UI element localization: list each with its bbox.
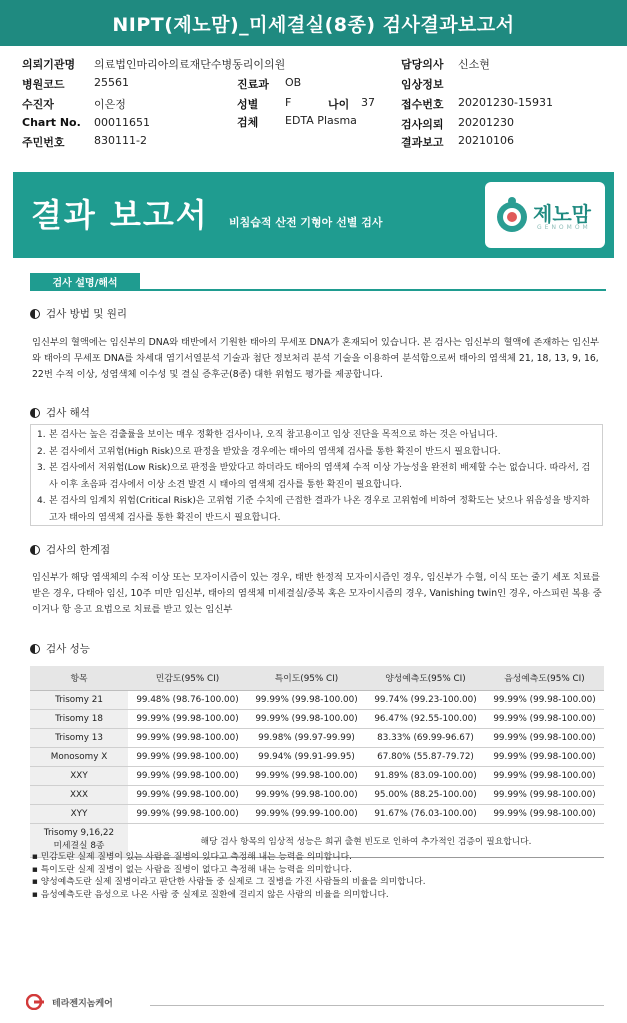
col-header: 민감도(95% CI) [128,666,247,690]
table-cell: 99.48% (98.76-100.00) [128,690,247,709]
table-cell: 99.99% (99.98-100.00) [128,709,247,728]
table-cell: 99.99% (99.98-100.00) [247,690,366,709]
performance-heading [30,641,90,656]
performance-heading-text: 검사 성능 [46,643,90,655]
chart-label: Chart No. [22,116,81,129]
table-cell: 99.99% (99.98-100.00) [485,728,604,747]
table-row [30,709,604,728]
list-item [37,460,596,493]
table-row [30,690,604,709]
definition-notes [32,851,426,901]
table-cell: 99.99% (99.98-100.00) [485,690,604,709]
table-cell: 99.99% (99.98-100.00) [485,785,604,804]
resident-value: 830111-2 [94,134,147,147]
institution-label: 의뢰기관명 [22,58,76,71]
list-item [37,493,596,526]
interpretation-heading-text: 검사 해석 [46,407,90,419]
half-circle-icon [30,545,40,555]
table-cell: 99.99% (99.98-100.00) [128,804,247,823]
row-name: Trisomy 21 [30,690,128,709]
institution-value: 의료법인마리아의료재단수병동리이의원 [94,58,286,71]
dept-value: OB [285,76,302,89]
age-label: 나이 [328,98,350,111]
recipient-value: 이은정 [94,98,126,111]
dept-label: 진료과 [237,78,269,91]
genomom-logo [485,182,605,248]
receipt-value: 20201230-15931 [458,96,553,109]
table-cell: 91.67% (76.03-100.00) [366,804,485,823]
table-row [30,785,604,804]
item-number: 3. [37,463,46,473]
sex-label: 성별 [237,98,259,111]
table-cell: 83.33% (69.99-96.67) [366,728,485,747]
note-item: ▪ 양성예측도란 실제 질병이라고 판단한 사람들 중 실제로 그 질병을 가진 사람들의 비율을 의미합니다. [32,877,426,887]
receipt-label: 접수번호 [401,98,444,111]
table-cell: 99.99% (99.98-100.00) [247,766,366,785]
half-circle-icon [30,408,40,418]
table-cell: 95.00% (88.25-100.00) [366,785,485,804]
limits-heading-text: 검사의 한계점 [46,544,111,556]
item-text: 본 검사는 높은 검출률을 보이는 매우 정확한 검사이나, 오직 참고용이고 임상 진단을 목적으로 하는 것은 아닙니다. [49,430,498,440]
col-header: 항목 [30,666,128,690]
table-cell: 91.89% (83.09-100.00) [366,766,485,785]
table-row [30,747,604,766]
report-title: NIPT(제노맘)_미세결실(8종) 검사결과보고서 [0,0,627,46]
theragen-logo-icon [26,994,48,1010]
table-cell: 99.99% (99.98-100.00) [485,804,604,823]
item-text: 본 검사에서 저위험(Low Risk)으로 판정을 받았다고 하더라도 태아의 염색체 수적 이상 가능성을 완전히 배제할 수는 없습니다. 따라서, 검사 이후 초음파 검사에서 이상 소견 발견 시 태아의 염색체 검사를 통한 확진이 필요합니다. [49,463,591,490]
result-banner [13,172,614,258]
list-item [37,427,596,444]
specimen-value: EDTA Plasma [285,114,357,127]
request-value: 20201230 [458,116,514,129]
table-cell: 99.99% (99.98-100.00) [128,747,247,766]
patient-info [0,52,627,152]
section-tab: 검사 설명/해석 [30,273,140,289]
table-cell: 99.94% (99.91-99.95) [247,747,366,766]
table-cell: 99.99% (99.98-100.00) [485,709,604,728]
banner-heading: 결과 보고서 [31,196,209,234]
method-heading-text: 검사 방법 및 원리 [46,308,128,320]
table-row [30,728,604,747]
item-number: 2. [37,446,46,457]
method-heading [30,306,127,321]
note-item: ▪ 민감도란 실제 질병이 있는 사람을 질병이 있다고 측정해 내는 능력을 의미합니다. [32,852,352,862]
list-item [37,444,596,461]
row-name: XYY [30,804,128,823]
item-number: 4. [37,496,46,506]
table-cell: 99.99% (99.98-100.00) [247,785,366,804]
table-cell: 96.47% (92.55-100.00) [366,709,485,728]
table-cell: 67.80% (55.87-79.72) [366,747,485,766]
table-cell: 99.99% (99.99-100.00) [247,804,366,823]
logo-subtext: GENOMOM [537,224,591,231]
footer-brand [26,994,113,1010]
table-cell: 99.99% (99.98-100.00) [485,766,604,785]
half-circle-icon [30,644,40,654]
row-name: XXX [30,785,128,804]
note-item: ▪ 특이도란 실제 질병이 없는 사람을 질병이 없다고 측정해 내는 능력을 의미합니다. [32,864,352,875]
table-row [30,766,604,785]
banner-subheading: 비침습적 산전 기형아 선별 검사 [229,216,383,229]
specimen-label: 검체 [237,116,259,129]
table-cell: 99.99% (99.98-100.00) [128,785,247,804]
row-name: Monosomy X [30,747,128,766]
table-cell: 99.74% (99.23-100.00) [366,690,485,709]
chart-value: 00011651 [94,116,150,129]
half-circle-icon [30,309,40,319]
table-cell: 99.99% (99.98-100.00) [485,747,604,766]
interpretation-box [30,424,603,526]
recipient-label: 수진자 [22,98,54,111]
section-divider [30,289,606,291]
row-name-line: 미세결실 8종 [53,841,105,851]
limits-text: 임신부가 해당 염색체의 수적 이상 또는 모자이시즘이 있는 경우, 태반 한정적 모자이시즘인 경우, 임신부가 수혈, 이식 또는 줄기 세포 치료를 받은 경우, 다태아 임신, 10주 미만 임신부, 태아의 염색체 미세결실/중복 혹은 모자이시즘의 경우, Vanishing twin인 경우, 아스피린 복용 중이거나 항 응고 요법으로 치료를 받고 있는 임신부 [32,572,602,615]
table-note-cell: 해당 검사 항목의 임상적 성능은 희귀 출현 빈도로 인하여 추가적인 검증이 필요합니다. [128,823,604,857]
table-header-row [30,666,604,690]
doctor-label: 담당의사 [401,58,444,71]
footer-divider [150,1005,604,1006]
hospital-code-value: 25561 [94,76,129,89]
row-name: Trisomy 18 [30,709,128,728]
request-label: 검사의뢰 [401,118,444,131]
doctor-value: 신소현 [458,58,490,71]
row-name-line: Trisomy 9,16,22 [43,828,115,838]
resident-label: 주민번호 [22,136,65,149]
hospital-code-label: 병원코드 [22,78,65,91]
logo-text: 제노맘 [533,202,591,226]
genomom-logo-icon [495,196,529,234]
table-cell: 99.99% (99.98-100.00) [128,728,247,747]
table-cell: 99.99% (99.98-100.00) [247,709,366,728]
performance-table [30,666,604,858]
col-header: 특이도(95% CI) [247,666,366,690]
table-cell: 99.98% (99.97-99.99) [247,728,366,747]
item-text: 본 검사의 임계치 위험(Critical Risk)은 고위험 기준 수치에 근접한 결과가 나온 경우로 고위험에 비하여 정확도는 낮으나 위음성을 방지하고자 태아의 염색체 검사를 통한 확진이 반드시 필요합니다. [49,496,590,523]
item-number: 1. [37,430,46,440]
col-header: 양성예측도(95% CI) [366,666,485,690]
footer-company: 테라젠지놈케어 [52,998,113,1009]
age-value: 37 [361,96,375,109]
table-cell: 99.99% (99.98-100.00) [128,766,247,785]
col-header: 음성예측도(95% CI) [485,666,604,690]
row-name: Trisomy 13 [30,728,128,747]
limits-heading [30,542,110,557]
interpretation-heading [30,405,90,420]
table-row [30,804,604,823]
note-item: ▪ 음성예측도란 음성으로 나온 사람 중 실제로 질환에 걸리지 않은 사람의 비율을 의미합니다. [32,889,389,900]
method-text: 임신부의 혈액에는 임신부의 DNA와 태반에서 기원한 태아의 무세포 DNA가 혼재되어 있습니다. 본 검사는 임신부의 혈액에 존재하는 임신부와 태아의 무세포 DNA를 차세대 염기서열분석 기술과 첨단 정보처리 분석 기술을 이용하여 분석함으로써 태아의 염색체 21, 18, 13, 9, 16, 22번 수적 이상, 성염색체 이수성 및 결실 증후군(8종) 대한 위험도 평가를 제공합니다. [32,337,600,380]
report-date-label: 결과보고 [401,136,444,149]
item-text: 본 검사에서 고위험(High Risk)으로 판정을 받았을 경우에는 태아의 염색체 검사를 통한 확진이 반드시 필요합니다. [49,446,501,457]
report-date-value: 20210106 [458,134,514,147]
clinical-label: 임상정보 [401,78,444,91]
sex-value: F [285,96,292,109]
row-name: XXY [30,766,128,785]
